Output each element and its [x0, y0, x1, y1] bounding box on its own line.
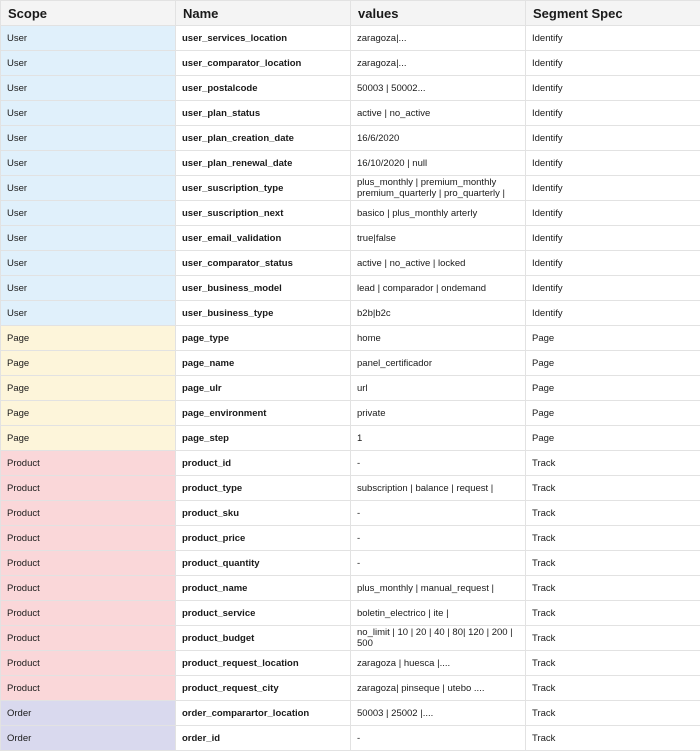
segment-spec-cell [526, 651, 700, 676]
table-row [1, 651, 700, 676]
header-name: Name [176, 1, 351, 26]
name-cell-text: order_comparartor_location [182, 708, 344, 719]
values-cell-text: - [357, 533, 519, 544]
segment-spec-cell-text: Identify [532, 33, 694, 44]
segment-spec-cell-text: Page [532, 433, 694, 444]
segment-spec-cell-text: Track [532, 583, 694, 594]
segment-spec-cell-text: Page [532, 333, 694, 344]
values-cell [351, 26, 526, 51]
segment-spec-cell-text: Track [532, 608, 694, 619]
segment-spec-cell [526, 501, 700, 526]
scope-cell [1, 326, 176, 351]
segment-spec-cell-text: Identify [532, 208, 694, 219]
segment-spec-cell [526, 226, 700, 251]
name-cell [176, 126, 351, 151]
segment-spec-cell [526, 126, 700, 151]
table-row [1, 26, 700, 51]
segment-spec-cell [526, 51, 700, 76]
values-cell [351, 401, 526, 426]
scope-cell-text: Product [7, 583, 169, 594]
values-cell-text: 50003 | 25002 |.... [357, 708, 519, 719]
scope-cell-text: Order [7, 708, 169, 719]
scope-cell [1, 626, 176, 651]
scope-cell [1, 376, 176, 401]
values-cell-text: private [357, 408, 519, 419]
scope-cell-text: Page [7, 383, 169, 394]
name-cell [176, 701, 351, 726]
segment-spec-cell-text: Track [532, 683, 694, 694]
segment-spec-cell-text: Page [532, 383, 694, 394]
scope-cell [1, 51, 176, 76]
name-cell-text: product_id [182, 458, 344, 469]
scope-cell [1, 501, 176, 526]
segment-spec-cell [526, 476, 700, 501]
segment-spec-cell-text: Identify [532, 58, 694, 69]
name-cell-text: page_environment [182, 408, 344, 419]
segment-spec-cell-text: Identify [532, 283, 694, 294]
scope-cell-text: Page [7, 358, 169, 369]
scope-cell [1, 226, 176, 251]
scope-cell-text: Product [7, 558, 169, 569]
segment-spec-cell-text: Track [532, 658, 694, 669]
name-cell-text: user_services_location [182, 33, 344, 44]
name-cell [176, 276, 351, 301]
name-cell-text: user_business_type [182, 308, 344, 319]
segment-spec-cell [526, 326, 700, 351]
name-cell-text: product_budget [182, 633, 344, 644]
name-cell [176, 526, 351, 551]
segment-spec-cell [526, 376, 700, 401]
scope-cell-text: Page [7, 408, 169, 419]
scope-cell [1, 601, 176, 626]
values-cell [351, 301, 526, 326]
values-cell [351, 701, 526, 726]
scope-cell [1, 401, 176, 426]
name-cell [176, 26, 351, 51]
values-cell [351, 351, 526, 376]
name-cell-text: page_step [182, 433, 344, 444]
name-cell [176, 401, 351, 426]
header-scope: Scope [1, 1, 176, 26]
scope-cell-text: User [7, 108, 169, 119]
name-cell [176, 576, 351, 601]
segment-spec-cell [526, 151, 700, 176]
name-cell-text: product_request_city [182, 683, 344, 694]
segment-spec-cell [526, 276, 700, 301]
name-cell [176, 726, 351, 751]
name-cell-text: product_request_location [182, 658, 344, 669]
values-cell [351, 201, 526, 226]
values-cell-text: zaragoza| pinseque | utebo .... [357, 683, 519, 694]
scope-cell-text: Product [7, 608, 169, 619]
scope-cell [1, 576, 176, 601]
name-cell-text: user_comparator_status [182, 258, 344, 269]
table-row [1, 401, 700, 426]
name-cell-text: product_sku [182, 508, 344, 519]
table-row [1, 126, 700, 151]
name-cell-text: page_ulr [182, 383, 344, 394]
values-cell-text: - [357, 458, 519, 469]
values-cell [351, 426, 526, 451]
segment-spec-cell [526, 576, 700, 601]
values-cell [351, 451, 526, 476]
name-cell-text: user_comparator_location [182, 58, 344, 69]
segment-spec-cell [526, 176, 700, 201]
scope-cell [1, 526, 176, 551]
values-cell [351, 101, 526, 126]
segment-spec-cell [526, 626, 700, 651]
table-row [1, 676, 700, 701]
name-cell [176, 451, 351, 476]
table-row [1, 626, 700, 651]
scope-cell [1, 301, 176, 326]
segment-spec-cell-text: Identify [532, 108, 694, 119]
segment-spec-cell [526, 601, 700, 626]
table-row [1, 426, 700, 451]
name-cell-text: user_postalcode [182, 83, 344, 94]
name-cell-text: user_plan_renewal_date [182, 158, 344, 169]
values-cell [351, 476, 526, 501]
name-cell-text: user_plan_status [182, 108, 344, 119]
table-row [1, 276, 700, 301]
scope-cell-text: User [7, 233, 169, 244]
values-cell [351, 651, 526, 676]
name-cell [176, 326, 351, 351]
name-cell-text: product_quantity [182, 558, 344, 569]
table-row [1, 51, 700, 76]
table-row [1, 151, 700, 176]
scope-cell-text: User [7, 183, 169, 194]
values-cell-text: 16/6/2020 [357, 133, 519, 144]
scope-cell [1, 151, 176, 176]
values-cell [351, 376, 526, 401]
name-cell-text: page_type [182, 333, 344, 344]
values-cell [351, 126, 526, 151]
scope-cell-text: Product [7, 533, 169, 544]
values-cell-text: zaragoza | huesca |.... [357, 658, 519, 669]
name-cell [176, 176, 351, 201]
name-cell [176, 226, 351, 251]
segment-spec-cell-text: Identify [532, 133, 694, 144]
values-cell-text: basico | plus_monthly arterly [357, 208, 519, 219]
name-cell [176, 551, 351, 576]
segment-spec-cell-text: Track [532, 633, 694, 644]
table-row [1, 351, 700, 376]
segment-spec-cell [526, 301, 700, 326]
table-row [1, 576, 700, 601]
values-cell [351, 726, 526, 751]
scope-cell-text: Page [7, 433, 169, 444]
name-cell [176, 101, 351, 126]
scope-cell [1, 76, 176, 101]
values-cell [351, 226, 526, 251]
name-cell [176, 501, 351, 526]
scope-cell [1, 426, 176, 451]
segment-spec-cell [526, 101, 700, 126]
values-cell-text: active | no_active [357, 108, 519, 119]
segment-spec-cell [526, 551, 700, 576]
segment-spec-cell-text: Identify [532, 233, 694, 244]
name-cell [176, 476, 351, 501]
name-cell-text: user_business_model [182, 283, 344, 294]
segment-spec-cell-text: Track [532, 483, 694, 494]
segment-spec-cell [526, 26, 700, 51]
segment-spec-cell-text: Identify [532, 158, 694, 169]
header-segment-spec: Segment Spec [526, 1, 700, 26]
table-row [1, 501, 700, 526]
scope-cell [1, 276, 176, 301]
values-cell-text: lead | comparador | ondemand [357, 283, 519, 294]
name-cell-text: user_suscription_next [182, 208, 344, 219]
table-row [1, 376, 700, 401]
values-cell-text: zaragoza|... [357, 58, 519, 69]
scope-cell-text: Order [7, 733, 169, 744]
segment-spec-cell [526, 251, 700, 276]
scope-cell-text: Product [7, 508, 169, 519]
name-cell [176, 426, 351, 451]
values-cell-text: subscription | balance | request | [357, 483, 519, 494]
values-cell [351, 676, 526, 701]
values-cell-text: plus_monthly | premium_monthly premium_quarterly | pro_quarterly | [357, 177, 519, 199]
table-row [1, 476, 700, 501]
scope-cell [1, 126, 176, 151]
name-cell [176, 151, 351, 176]
scope-cell-text: Page [7, 333, 169, 344]
scope-cell [1, 451, 176, 476]
table-row [1, 726, 700, 751]
scope-cell [1, 676, 176, 701]
scope-cell-text: User [7, 208, 169, 219]
scope-cell [1, 476, 176, 501]
scope-cell [1, 351, 176, 376]
segment-spec-cell-text: Track [532, 708, 694, 719]
name-cell [176, 651, 351, 676]
name-cell [176, 676, 351, 701]
segment-spec-cell [526, 426, 700, 451]
scope-cell [1, 176, 176, 201]
segment-spec-cell-text: Track [532, 733, 694, 744]
values-cell-text: home [357, 333, 519, 344]
values-cell-text: - [357, 508, 519, 519]
table-row [1, 601, 700, 626]
segment-spec-cell [526, 701, 700, 726]
values-cell-text: b2b|b2c [357, 308, 519, 319]
name-cell-text: user_plan_creation_date [182, 133, 344, 144]
values-cell-text: - [357, 733, 519, 744]
values-cell-text: no_limit | 10 | 20 | 40 | 80| 120 | 200 | 500 [357, 627, 519, 649]
values-cell [351, 526, 526, 551]
segment-spec-cell [526, 676, 700, 701]
scope-cell-text: Product [7, 458, 169, 469]
scope-cell-text: User [7, 158, 169, 169]
name-cell-text: product_name [182, 583, 344, 594]
table-row [1, 526, 700, 551]
name-cell [176, 51, 351, 76]
values-cell-text: panel_certificador [357, 358, 519, 369]
values-cell-text: 1 [357, 433, 519, 444]
values-cell [351, 251, 526, 276]
scope-cell-text: Product [7, 483, 169, 494]
segment-spec-cell-text: Identify [532, 83, 694, 94]
name-cell [176, 76, 351, 101]
scope-cell [1, 701, 176, 726]
scope-cell-text: Product [7, 658, 169, 669]
table-row [1, 251, 700, 276]
segment-spec-cell [526, 526, 700, 551]
scope-cell-text: Product [7, 683, 169, 694]
values-cell [351, 151, 526, 176]
table-row [1, 76, 700, 101]
scope-cell [1, 251, 176, 276]
name-cell-text: user_suscription_type [182, 183, 344, 194]
values-cell-text: 50003 | 50002... [357, 83, 519, 94]
name-cell [176, 626, 351, 651]
name-cell [176, 201, 351, 226]
table-row [1, 701, 700, 726]
values-cell [351, 501, 526, 526]
scope-cell-text: User [7, 283, 169, 294]
segment-spec-cell [526, 451, 700, 476]
header-values: values [351, 1, 526, 26]
segment-spec-cell-text: Page [532, 408, 694, 419]
name-cell [176, 301, 351, 326]
header-row [1, 1, 700, 26]
values-cell [351, 176, 526, 201]
table-row [1, 101, 700, 126]
values-cell-text: 16/10/2020 | null [357, 158, 519, 169]
segment-spec-cell-text: Track [532, 558, 694, 569]
name-cell-text: order_id [182, 733, 344, 744]
name-cell-text: product_type [182, 483, 344, 494]
values-cell-text: active | no_active | locked [357, 258, 519, 269]
values-cell [351, 76, 526, 101]
name-cell [176, 376, 351, 401]
table-row [1, 176, 700, 201]
scope-cell-text: User [7, 258, 169, 269]
segment-spec-cell-text: Track [532, 508, 694, 519]
scope-cell [1, 551, 176, 576]
scope-cell-text: User [7, 83, 169, 94]
scope-cell-text: Product [7, 633, 169, 644]
segment-spec-cell-text: Identify [532, 183, 694, 194]
segment-spec-cell [526, 201, 700, 226]
values-cell-text: true|false [357, 233, 519, 244]
segment-spec-cell-text: Track [532, 458, 694, 469]
segment-spec-cell-text: Track [532, 533, 694, 544]
name-cell [176, 251, 351, 276]
segment-spec-cell-text: Page [532, 358, 694, 369]
values-cell [351, 326, 526, 351]
table-row [1, 301, 700, 326]
values-cell [351, 601, 526, 626]
table-row [1, 201, 700, 226]
name-cell-text: user_email_validation [182, 233, 344, 244]
scope-cell [1, 651, 176, 676]
scope-cell-text: User [7, 58, 169, 69]
segment-spec-cell [526, 401, 700, 426]
values-cell-text: plus_monthly | manual_request | [357, 583, 519, 594]
segment-spec-cell-text: Identify [532, 258, 694, 269]
segment-spec-cell-text: Identify [532, 308, 694, 319]
values-cell [351, 276, 526, 301]
scope-cell [1, 101, 176, 126]
name-cell-text: page_name [182, 358, 344, 369]
values-cell [351, 551, 526, 576]
values-cell [351, 576, 526, 601]
name-cell [176, 601, 351, 626]
name-cell-text: product_price [182, 533, 344, 544]
segment-spec-cell [526, 351, 700, 376]
scope-cell [1, 201, 176, 226]
scope-cell-text: User [7, 33, 169, 44]
segment-spec-cell [526, 76, 700, 101]
scope-cell [1, 26, 176, 51]
segment-spec-cell [526, 726, 700, 751]
values-cell [351, 626, 526, 651]
values-cell-text: url [357, 383, 519, 394]
values-cell-text: - [357, 558, 519, 569]
values-cell [351, 51, 526, 76]
scope-cell-text: User [7, 308, 169, 319]
name-cell-text: product_service [182, 608, 344, 619]
table-row [1, 326, 700, 351]
table-row [1, 226, 700, 251]
table-row [1, 451, 700, 476]
table-row [1, 551, 700, 576]
scope-cell [1, 726, 176, 751]
scope-cell-text: User [7, 133, 169, 144]
values-cell-text: boletin_electrico | ite | [357, 608, 519, 619]
values-cell-text: zaragoza|... [357, 33, 519, 44]
name-cell [176, 351, 351, 376]
